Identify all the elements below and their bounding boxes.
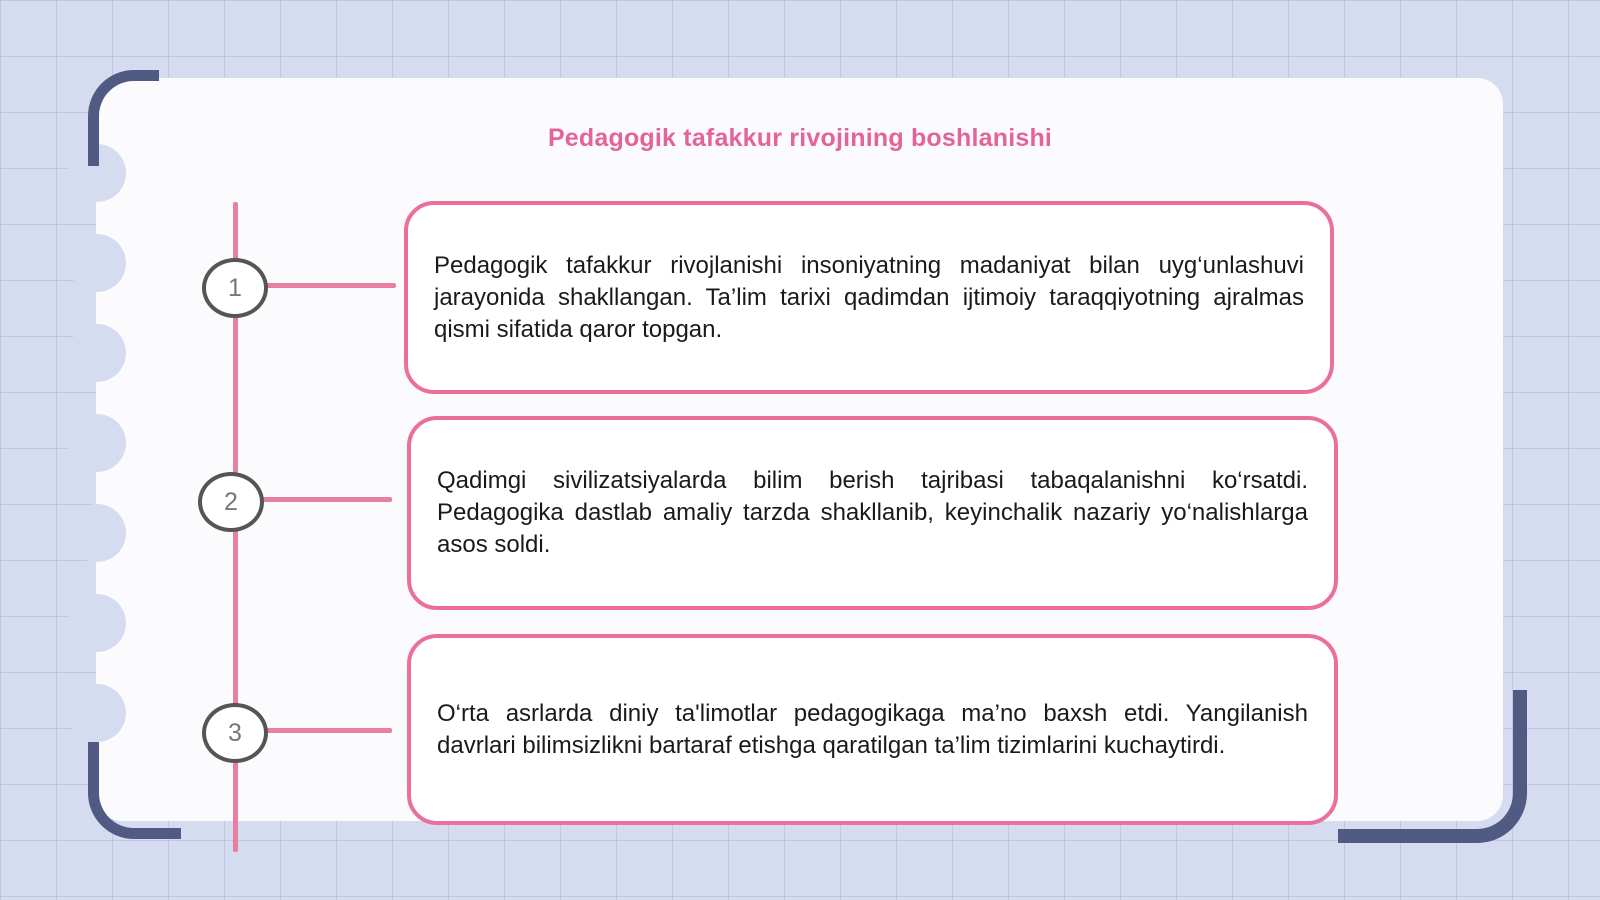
card-edge-scallop [68, 234, 126, 292]
timeline-connector-2 [258, 497, 392, 502]
step-box-2 [407, 416, 1338, 610]
corner-bracket-bottom-left [88, 742, 181, 839]
step-box-1 [404, 201, 1334, 394]
step-box-3 [407, 634, 1338, 825]
step-number-1: 1 [202, 258, 268, 318]
card-edge-scallop [68, 504, 126, 562]
slide-title: Pedagogik tafakkur rivojining boshlanishi [547, 124, 1053, 152]
timeline-connector-3 [262, 728, 392, 733]
card-edge-scallop [68, 324, 126, 382]
card-edge-scallop [68, 684, 126, 742]
step-text-2: Qadimgi sivilizatsiyalarda bilim berish tajribasi tabaqalanishni ko‘rsatdi. Pedagogika dastlab amaliy tarzda shakllanib, keyinchalik nazariy yo‘nalishlarga asos soldi. [437, 467, 1308, 558]
step-number-2: 2 [198, 472, 264, 532]
corner-bracket-bottom-right [1338, 690, 1527, 843]
card-edge-scallop [68, 414, 126, 472]
card-edge-scallop [68, 594, 126, 652]
step-text-1: Pedagogik tafakkur rivojlanishi insoniyatning madaniyat bilan uyg‘unlashuvi jarayonida shakllangan. Ta’lim tarixi qadimdan ijtimoiy taraqqiyotning ajralmas qismi sifatida qaror topgan. [434, 251, 1304, 343]
timeline-connector-1 [262, 283, 396, 288]
step-text-3: O‘rta asrlarda diniy ta'limotlar pedagogikaga ma’no baxsh etdi. Yangilanish davrlari bilimsizlikni bartaraf etishga qaratilgan ta’lim tizimlarini kuchaytirdi. [437, 699, 1308, 759]
step-number-3: 3 [202, 703, 268, 763]
